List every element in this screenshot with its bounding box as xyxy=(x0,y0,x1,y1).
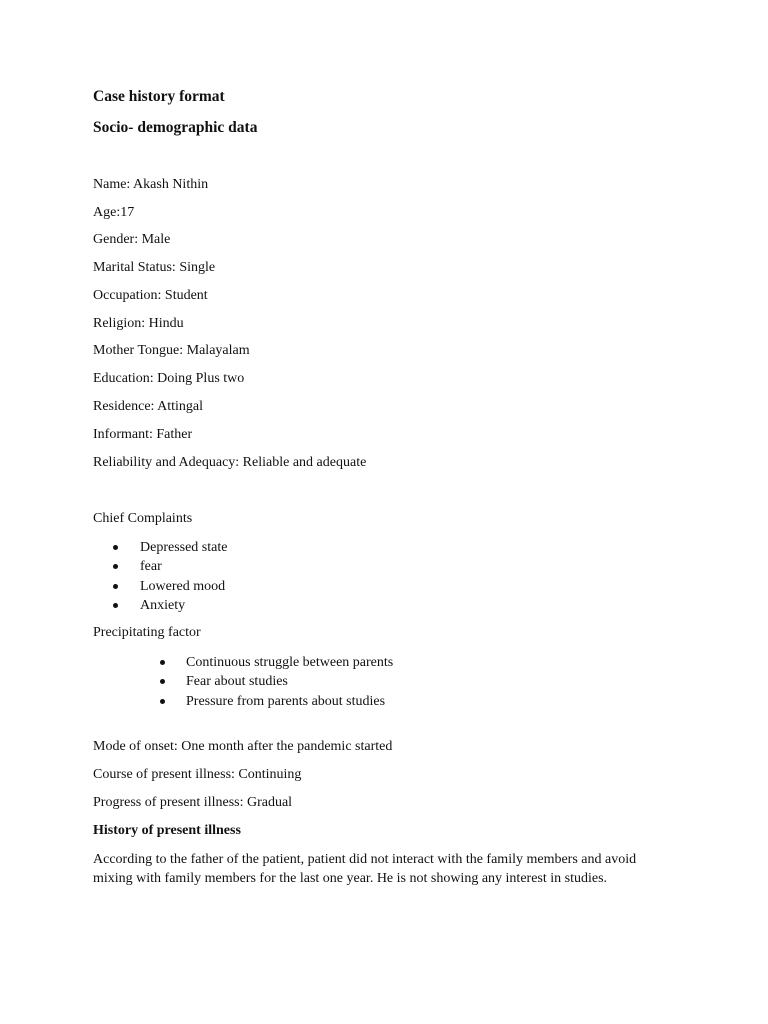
bullet-icon xyxy=(113,564,118,569)
history-paragraph: According to the father of the patient, patient did not interact with the family members and avoid mixing with family members for the last one year. He is not showing any interest in studies. xyxy=(93,852,637,886)
bullet-icon xyxy=(160,660,165,665)
field-mother-tongue: Mother Tongue: Malayalam xyxy=(93,343,250,358)
section-heading-socio-demographic: Socio- demographic data xyxy=(93,119,258,136)
field-informant: Informant: Father xyxy=(93,427,193,442)
field-age: Age:17 xyxy=(93,205,135,220)
list-item: Anxiety xyxy=(140,596,227,615)
field-marital-status: Marital Status: Single xyxy=(93,260,216,275)
document-title: Case history format xyxy=(93,88,225,105)
field-name: Name: Akash Nithin xyxy=(93,177,209,192)
history-heading: History of present illness xyxy=(93,823,241,838)
field-education: Education: Doing Plus two xyxy=(93,371,245,386)
field-occupation: Occupation: Student xyxy=(93,288,208,303)
precipitating-factor-label: Precipitating factor xyxy=(93,625,201,640)
field-mode-of-onset: Mode of onset: One month after the pandemic started xyxy=(93,739,393,754)
list-item: Fear about studies xyxy=(186,672,393,691)
bullet-icon xyxy=(160,679,165,684)
list-item: Pressure from parents about studies xyxy=(186,692,393,711)
bullet-icon xyxy=(113,584,118,589)
precipitating-factor-list xyxy=(186,653,393,711)
bullet-icon xyxy=(113,545,118,550)
field-residence: Residence: Attingal xyxy=(93,399,204,414)
chief-complaints-label: Chief Complaints xyxy=(93,511,193,526)
field-gender: Gender: Male xyxy=(93,232,171,247)
list-item: Continuous struggle between parents xyxy=(186,653,393,672)
list-item: Lowered mood xyxy=(140,577,227,596)
list-item: Depressed state xyxy=(140,538,227,557)
field-reliability: Reliability and Adequacy: Reliable and adequate xyxy=(93,455,367,470)
field-progress-of-illness: Progress of present illness: Gradual xyxy=(93,795,293,810)
bullet-icon xyxy=(160,699,165,704)
bullet-icon xyxy=(113,603,118,608)
list-item: fear xyxy=(140,557,227,576)
chief-complaints-list xyxy=(140,538,227,615)
field-religion: Religion: Hindu xyxy=(93,316,184,331)
field-course-of-illness: Course of present illness: Continuing xyxy=(93,767,302,782)
